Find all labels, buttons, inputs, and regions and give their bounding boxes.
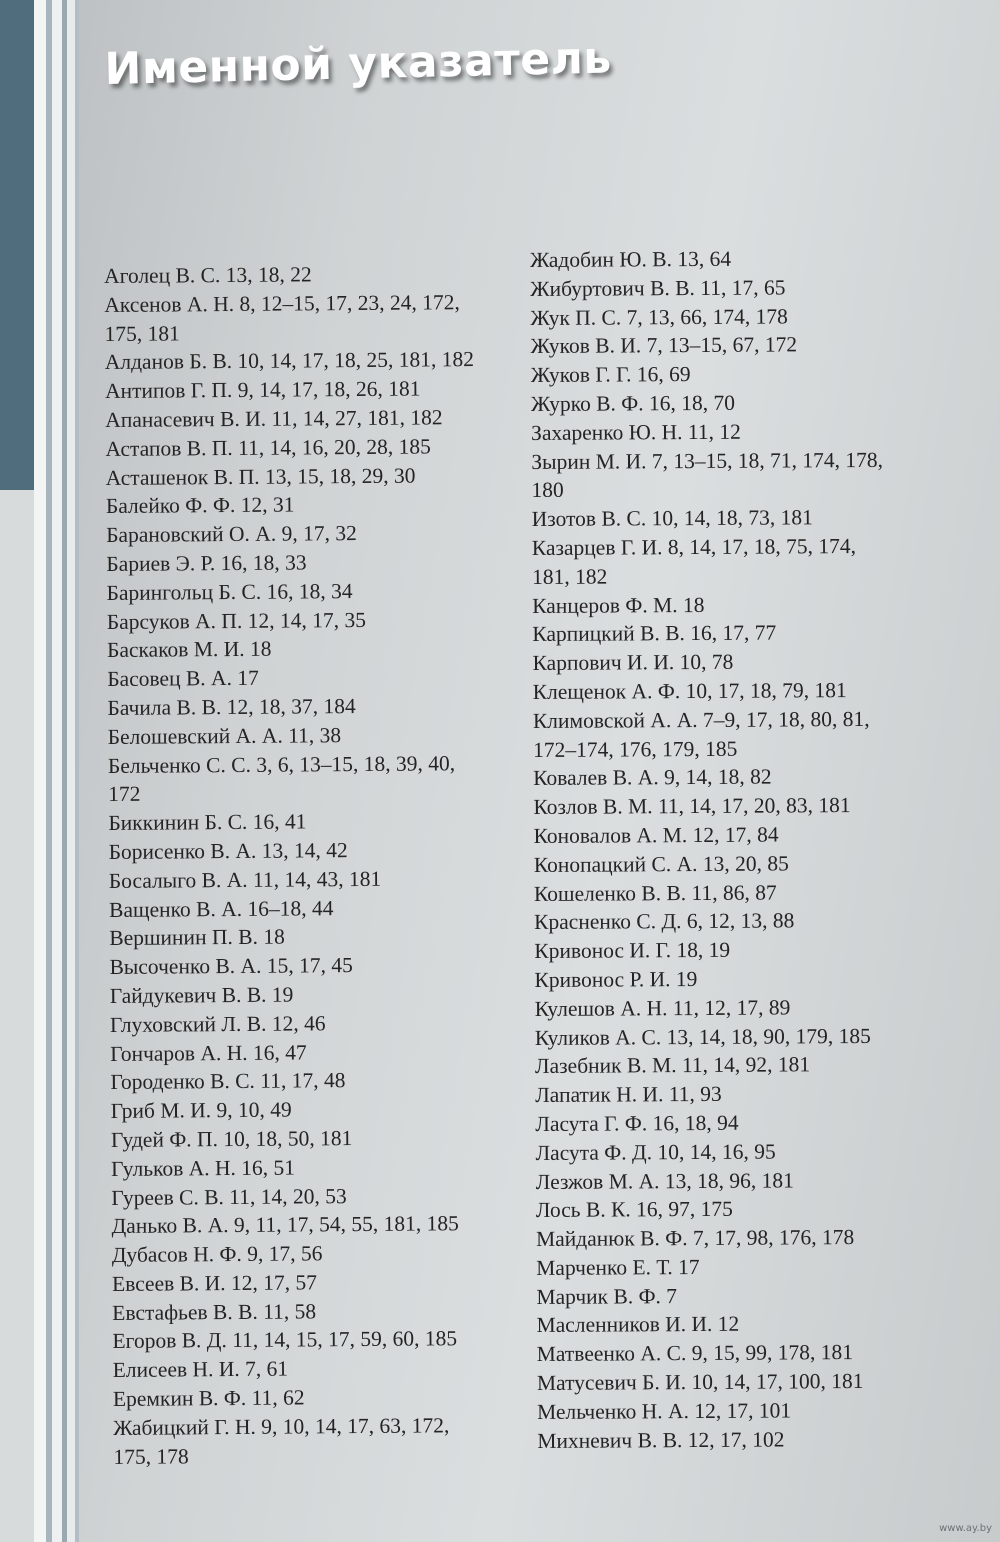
- index-entry: [109, 950, 478, 982]
- index-entry: [537, 1309, 889, 1340]
- index-entry: [113, 1353, 482, 1385]
- entry-line: Елисеев Н. И. 7, 61: [112, 1356, 289, 1383]
- index-entry: [537, 1367, 889, 1398]
- entry-line: Евсеев В. И. 12, 17, 57: [111, 1270, 318, 1296]
- index-entry: [534, 964, 886, 995]
- entry-line: Белошевский А. А. 11, 38: [107, 722, 342, 749]
- index-entry: [531, 388, 883, 419]
- entry-line: Зырин М. И. 7, 13–15, 18, 71, 174, 178,: [531, 447, 884, 474]
- index-entry: [108, 806, 477, 838]
- index-entry: [532, 589, 884, 620]
- entry-line: Гудей Ф. П. 10, 18, 50, 181: [110, 1125, 353, 1152]
- index-entry: [109, 921, 478, 953]
- index-entry: [105, 374, 474, 406]
- entry-line: Конопацкий С. А. 13, 20, 85: [533, 851, 789, 877]
- entry-line: Аксенов А. Н. 8, 12–15, 17, 23, 24, 172,: [104, 290, 460, 317]
- entry-line: Евстафьев В. В. 11, 58: [112, 1299, 317, 1325]
- entry-line: Климовской А. А. 7–9, 17, 18, 80, 81,: [532, 706, 870, 733]
- entry-continuation-line: 172: [108, 782, 141, 807]
- index-entry: [107, 605, 476, 637]
- index-entry: [109, 893, 478, 925]
- index-entry: [530, 301, 882, 332]
- index-entry: [110, 1065, 479, 1097]
- entry-line: Карпицкий В. В. 16, 17, 77: [532, 620, 777, 647]
- entry-line: Городенко В. С. 11, 17, 48: [110, 1068, 346, 1095]
- entry-line: Высоченко В. А. 15, 17, 45: [109, 953, 353, 980]
- index-entry: [534, 935, 886, 966]
- entry-line: Карпович И. И. 10, 78: [532, 649, 734, 676]
- index-entry: [106, 489, 475, 521]
- index-entry: [110, 1037, 479, 1069]
- index-entry: [536, 1252, 888, 1283]
- index-entry: [533, 676, 885, 707]
- entry-line: Михневич В. В. 12, 17, 102: [537, 1427, 785, 1453]
- index-entry: [531, 417, 883, 448]
- entry-line: Апанасевич В. И. 11, 14, 27, 181, 182: [105, 405, 443, 432]
- entry-line: Асташенок В. П. 13, 15, 18, 29, 30: [105, 463, 416, 490]
- entry-continuation-line: 180: [531, 478, 564, 503]
- index-entry: [108, 720, 477, 752]
- index-entry: [112, 1325, 481, 1357]
- watermark: www.ay.by: [939, 1523, 992, 1534]
- entry-line: Лазебник В. М. 11, 14, 92, 181: [534, 1052, 811, 1079]
- entry-line: Ласута Ф. Д. 10, 14, 16, 95: [535, 1139, 776, 1165]
- entry-line: Жадобин Ю. В. 13, 64: [530, 246, 732, 272]
- entry-line: Балейко Ф. Ф. 12, 31: [105, 492, 295, 519]
- entry-line: Егоров В. Д. 11, 14, 15, 17, 59, 60, 185: [112, 1326, 458, 1354]
- index-entry: [104, 259, 473, 291]
- entry-line: Матвеенко А. С. 9, 15, 99, 178, 181: [536, 1340, 854, 1367]
- entry-line: Кривонос Р. И. 19: [534, 966, 698, 992]
- index-entry: [532, 532, 884, 592]
- entry-line: Матусевич Б. И. 10, 14, 17, 100, 181: [536, 1369, 864, 1396]
- entry-line: Гуреев С. В. 11, 14, 20, 53: [111, 1183, 347, 1210]
- index-entry: [107, 633, 476, 665]
- index-entry: [531, 330, 883, 361]
- index-entry: [537, 1338, 889, 1369]
- entry-line: Майданюк В. Ф. 7, 17, 98, 176, 178: [535, 1225, 855, 1252]
- index-entry: [112, 1296, 481, 1328]
- entry-line: Глуховский Л. В. 12, 46: [109, 1011, 326, 1037]
- index-entry: [534, 877, 886, 908]
- index-entry: [532, 503, 884, 534]
- entry-line: Лось В. К. 16, 97, 175: [535, 1197, 733, 1223]
- index-column-right: [530, 244, 889, 1456]
- entry-line: Кривонос И. Г. 18, 19: [534, 937, 731, 964]
- entry-line: Красненко С. Д. 6, 12, 13, 88: [534, 908, 795, 935]
- index-entry: [534, 849, 886, 880]
- index-entry: [532, 647, 884, 678]
- entry-line: Алданов Б. В. 10, 14, 17, 18, 25, 181, 182: [104, 347, 475, 375]
- entry-continuation-line: 175, 181: [104, 321, 180, 346]
- index-entry: [113, 1411, 483, 1471]
- index-entry: [113, 1382, 482, 1414]
- entry-line: Бариев Э. Р. 16, 18, 33: [106, 550, 307, 576]
- entry-line: Масленников И. И. 12: [536, 1312, 740, 1338]
- index-entry: [106, 461, 475, 493]
- entry-continuation-line: 172–174, 176, 179, 185: [533, 736, 738, 762]
- entry-line: Жабицкий Г. Н. 9, 10, 14, 17, 63, 172,: [113, 1413, 450, 1440]
- vertical-stripe: [75, 0, 79, 1542]
- index-entry: [111, 1152, 480, 1184]
- index-entry: [110, 979, 479, 1011]
- entry-line: Казарцев Г. И. 8, 14, 17, 18, 75, 174,: [531, 533, 857, 560]
- entry-line: Ковалев В. А. 9, 14, 18, 82: [533, 764, 772, 791]
- entry-line: Астапов В. П. 11, 14, 16, 20, 28, 185: [105, 434, 431, 461]
- entry-line: Кулешов А. Н. 11, 12, 17, 89: [534, 995, 791, 1021]
- entry-line: Вершинин П. В. 18: [109, 924, 285, 951]
- side-band: [0, 490, 34, 1542]
- index-entry: [105, 345, 474, 377]
- index-entry: [108, 749, 478, 809]
- entry-line: Биккинин Б. С. 16, 41: [108, 809, 307, 836]
- entry-line: Марченко Е. Т. 17: [536, 1254, 700, 1280]
- index-entry: [537, 1396, 889, 1427]
- vertical-stripe: [34, 0, 46, 1542]
- index-entry: [111, 1209, 480, 1241]
- index-entry: [534, 906, 886, 937]
- index-entry: [531, 445, 883, 505]
- entry-line: Басовец В. А. 17: [107, 665, 259, 692]
- entry-line: Ласута Г. Ф. 16, 18, 94: [535, 1110, 739, 1136]
- entry-line: Гульков А. Н. 16, 51: [111, 1155, 296, 1181]
- index-entry: [536, 1165, 888, 1196]
- entry-line: Гончаров А. Н. 16, 47: [110, 1039, 307, 1066]
- index-column-left: [104, 259, 483, 1471]
- entry-line: Жибуртович В. В. 11, 17, 65: [530, 275, 786, 301]
- index-entry: [534, 820, 886, 851]
- index-entry: [535, 1021, 887, 1052]
- vertical-stripe: [52, 0, 62, 1542]
- entry-line: Канцеров Ф. М. 18: [532, 592, 705, 618]
- index-entry: [106, 518, 475, 550]
- index-entry: [535, 1137, 887, 1168]
- index-entry: [111, 1181, 480, 1213]
- index-entry: [531, 359, 883, 390]
- entry-line: Лезжов М. А. 13, 18, 96, 181: [535, 1167, 794, 1194]
- index-entry: [111, 1094, 480, 1126]
- index-entry: [533, 762, 885, 793]
- entry-line: Барингольц Б. С. 16, 18, 34: [106, 578, 353, 605]
- index-entry: [535, 1050, 887, 1081]
- entry-line: Лапатик Н. И. 11, 93: [535, 1081, 722, 1108]
- page-title: Именной указатель: [104, 32, 613, 95]
- index-entry: [106, 576, 475, 608]
- entry-line: Жук П. С. 7, 13, 66, 174, 178: [530, 304, 788, 330]
- index-entry: [112, 1238, 481, 1270]
- entry-line: Журко В. Ф. 16, 18, 70: [530, 390, 736, 416]
- entry-line: Клещенок А. Ф. 10, 17, 18, 79, 181: [532, 678, 847, 704]
- entry-line: Еремкин В. Ф. 11, 62: [112, 1385, 305, 1412]
- index-entry: [530, 273, 882, 304]
- entry-line: Борисенко В. А. 13, 14, 42: [108, 838, 348, 864]
- entry-line: Жуков В. И. 7, 13–15, 67, 172: [530, 332, 798, 359]
- index-entry: [109, 864, 478, 896]
- index-entry: [536, 1223, 888, 1254]
- vertical-stripe: [67, 0, 75, 1542]
- index-entry: [535, 1108, 887, 1139]
- index-entry: [533, 791, 885, 822]
- index-entry: [533, 705, 885, 765]
- entry-line: Барановский О. А. 9, 17, 32: [106, 521, 357, 548]
- index-entry: [532, 618, 884, 649]
- index-entry: [104, 288, 474, 348]
- index-entry: [530, 244, 882, 275]
- index-entry: [537, 1425, 889, 1456]
- entry-line: Баскаков М. И. 18: [106, 637, 272, 663]
- entry-line: Коновалов А. М. 12, 17, 84: [533, 822, 779, 848]
- entry-line: Бачила В. В. 12, 18, 37, 184: [107, 693, 356, 720]
- index-entry: [107, 662, 476, 694]
- entry-continuation-line: 175, 178: [113, 1444, 189, 1469]
- entry-line: Гриб М. И. 9, 10, 49: [110, 1097, 292, 1124]
- entry-line: Кошеленко В. В. 11, 86, 87: [533, 880, 777, 906]
- entry-line: Данько В. А. 9, 11, 17, 54, 55, 181, 185: [111, 1211, 459, 1239]
- index-entry: [536, 1281, 888, 1312]
- entry-line: Антипов Г. П. 9, 14, 17, 18, 26, 181: [104, 376, 421, 404]
- index-entry: [536, 1194, 888, 1225]
- entry-line: Аголец В. С. 13, 18, 22: [104, 262, 312, 288]
- entry-line: Жуков Г. Г. 16, 69: [530, 362, 691, 388]
- entry-line: Барсуков А. П. 12, 14, 17, 35: [106, 607, 367, 634]
- entry-line: Марчик В. Ф. 7: [536, 1283, 678, 1309]
- entry-line: Козлов В. М. 11, 14, 17, 20, 83, 181: [533, 793, 851, 820]
- index-entry: [109, 835, 478, 867]
- entry-line: Босалыго В. А. 11, 14, 43, 181: [108, 866, 382, 893]
- index-entry: [112, 1267, 481, 1299]
- index-entry: [535, 993, 887, 1024]
- index-entry: [110, 1008, 479, 1040]
- entry-line: Бельченко С. С. 3, 6, 13–15, 18, 39, 40,: [107, 750, 456, 778]
- entry-line: Ващенко В. А. 16–18, 44: [108, 895, 334, 922]
- index-entry: [111, 1123, 480, 1155]
- accent-band: [0, 0, 34, 490]
- index-entry: [107, 691, 476, 723]
- entry-line: Дубасов Н. Ф. 9, 17, 56: [111, 1241, 323, 1268]
- index-entry: [106, 547, 475, 579]
- entry-line: Изотов В. С. 10, 14, 18, 73, 181: [531, 505, 813, 532]
- index-entry: [105, 403, 474, 435]
- entry-line: Куликов А. С. 13, 14, 18, 90, 179, 185: [534, 1023, 871, 1050]
- entry-continuation-line: 181, 182: [531, 564, 608, 589]
- entry-line: Мельченко Н. А. 12, 17, 101: [537, 1398, 792, 1424]
- entry-line: Гайдукевич В. В. 19: [109, 982, 294, 1008]
- index-entry: [105, 432, 474, 464]
- index-entry: [535, 1079, 887, 1110]
- entry-line: Захаренко Ю. Н. 11, 12: [531, 419, 741, 445]
